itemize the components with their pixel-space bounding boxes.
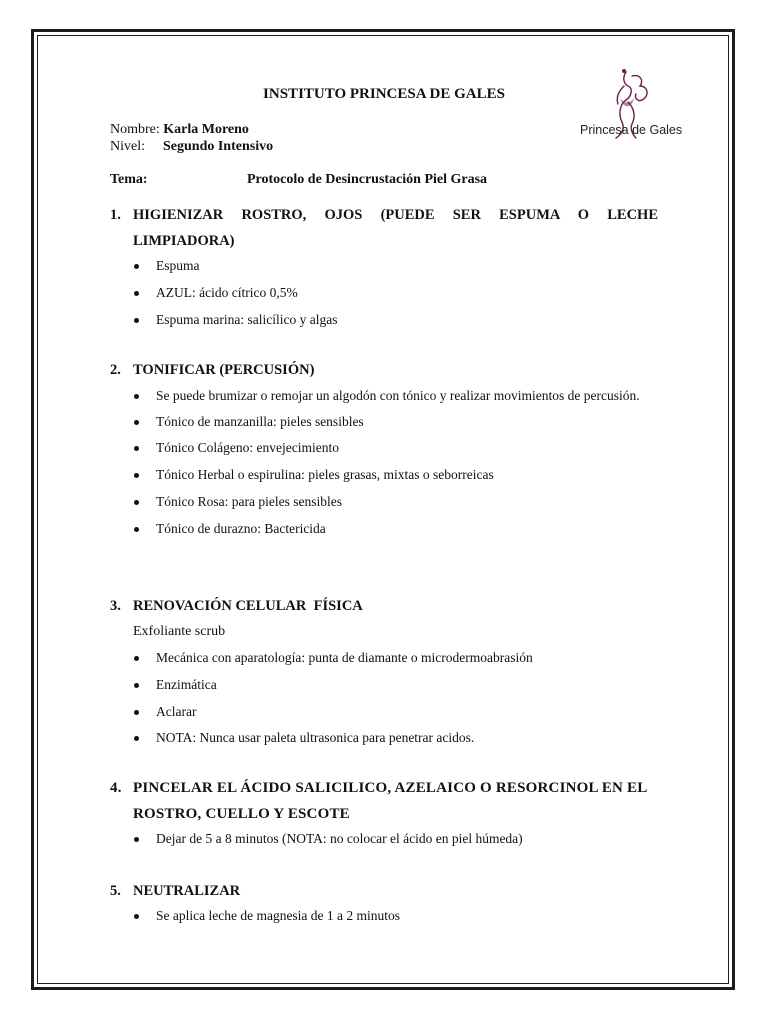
name-label: Nombre: (110, 122, 160, 137)
section-4-list (133, 826, 658, 853)
section-2-list (133, 383, 658, 542)
level-label: Nivel: (110, 139, 145, 154)
bullet-icon (134, 914, 139, 919)
list-item-text: Tónico Rosa: para pieles sensibles (156, 493, 342, 509)
level-value: Segundo Intensivo (163, 139, 274, 154)
list-item-text: Mecánica con aparatología: punta de diamante o microdermoabrasión (156, 650, 533, 665)
topic-value: Protocolo de Desincrustación Piel Grasa (247, 172, 488, 187)
bullet-icon (134, 473, 139, 478)
bullet-icon (134, 683, 139, 688)
bullet-icon (134, 446, 139, 451)
section-5-heading (110, 878, 658, 904)
name-value: Karla Moreno (163, 122, 249, 137)
institution-title: INSTITUTO PRINCESA DE GALES (263, 86, 505, 102)
list-item (133, 435, 658, 462)
list-item (133, 516, 658, 543)
list-item (133, 253, 658, 280)
section-title: PINCELAR EL ÁCIDO SALICILICO, AZELAICO O RESORCINOL EN EL ROSTRO, CUELLO Y ESCOTE (133, 780, 647, 822)
section-3-subtitle: Exfoliante scrub (133, 624, 226, 639)
name-line (110, 122, 249, 138)
list-item (133, 903, 658, 930)
list-item (133, 409, 658, 436)
list-item-text: Aclarar (156, 703, 197, 719)
list-item-text: Se puede brumizar o remojar un algodón con tónico y realizar movimientos de percusión. (156, 388, 640, 403)
section-number: 4. (110, 780, 122, 796)
bullet-icon (134, 264, 139, 269)
topic-label: Tema: (110, 172, 148, 187)
list-item (133, 383, 658, 409)
section-number: 2. (110, 362, 121, 378)
bullet-icon (134, 527, 139, 532)
list-item-text: Espuma (156, 258, 200, 273)
list-item (133, 699, 658, 726)
list-item-text: Espuma marina: salicílico y algas (156, 311, 338, 327)
section-3-list (133, 645, 658, 752)
list-item (133, 826, 658, 853)
section-title: NEUTRALIZAR (133, 883, 241, 899)
section-1-list (133, 253, 658, 333)
section-2-heading (110, 357, 658, 383)
bullet-icon (134, 291, 139, 296)
section-number: 1. (110, 207, 121, 223)
list-item-text: AZUL: ácido cítrico 0,5% (156, 284, 298, 300)
list-item-text: Tónico de durazno: Bactericida (156, 520, 326, 536)
section-number: 3. (110, 598, 121, 614)
list-item (133, 725, 658, 752)
list-item (133, 462, 658, 489)
list-item-text: Tónico de manzanilla: pieles sensibles (156, 413, 364, 429)
section-3-heading (110, 593, 658, 619)
bullet-icon (134, 736, 139, 741)
section-4-heading (110, 775, 658, 827)
logo-text: Princesa de Gales (580, 123, 683, 137)
section-title: HIGIENIZAR ROSTRO, OJOS (PUEDE SER ESPUMA O LECHE LIMPIADORA) (133, 207, 658, 249)
list-item (133, 672, 658, 699)
bullet-icon (134, 656, 139, 661)
list-item-text: Enzimática (156, 676, 217, 692)
list-item (133, 307, 658, 334)
bullet-icon (134, 500, 139, 505)
list-item (133, 645, 658, 672)
bullet-icon (134, 318, 139, 323)
bullet-icon (134, 394, 139, 399)
bullet-icon (134, 837, 139, 842)
list-item (133, 280, 658, 307)
list-item-text: Dejar de 5 a 8 minutos (NOTA: no colocar el ácido en piel húmeda) (156, 831, 523, 846)
section-5-list (133, 903, 658, 930)
bullet-icon (134, 420, 139, 425)
section-title: TONIFICAR (PERCUSIÓN) (133, 362, 315, 378)
section-number: 5. (110, 883, 121, 899)
list-item-text: NOTA: Nunca usar paleta ultrasonica para penetrar acidos. (156, 730, 475, 746)
section-title: RENOVACIÓN CELULAR FÍSICA (133, 598, 363, 614)
list-item-text: Tónico Herbal o espirulina: pieles grasas, mixtas o seborreicas (156, 467, 494, 483)
list-item-text: Tónico Colágeno: envejecimiento (156, 440, 339, 456)
section-1-heading (110, 202, 658, 254)
level-line (110, 139, 273, 155)
bullet-icon (134, 710, 139, 715)
list-item-text: Se aplica leche de magnesia de 1 a 2 minutos (156, 908, 401, 923)
list-item (133, 489, 658, 516)
